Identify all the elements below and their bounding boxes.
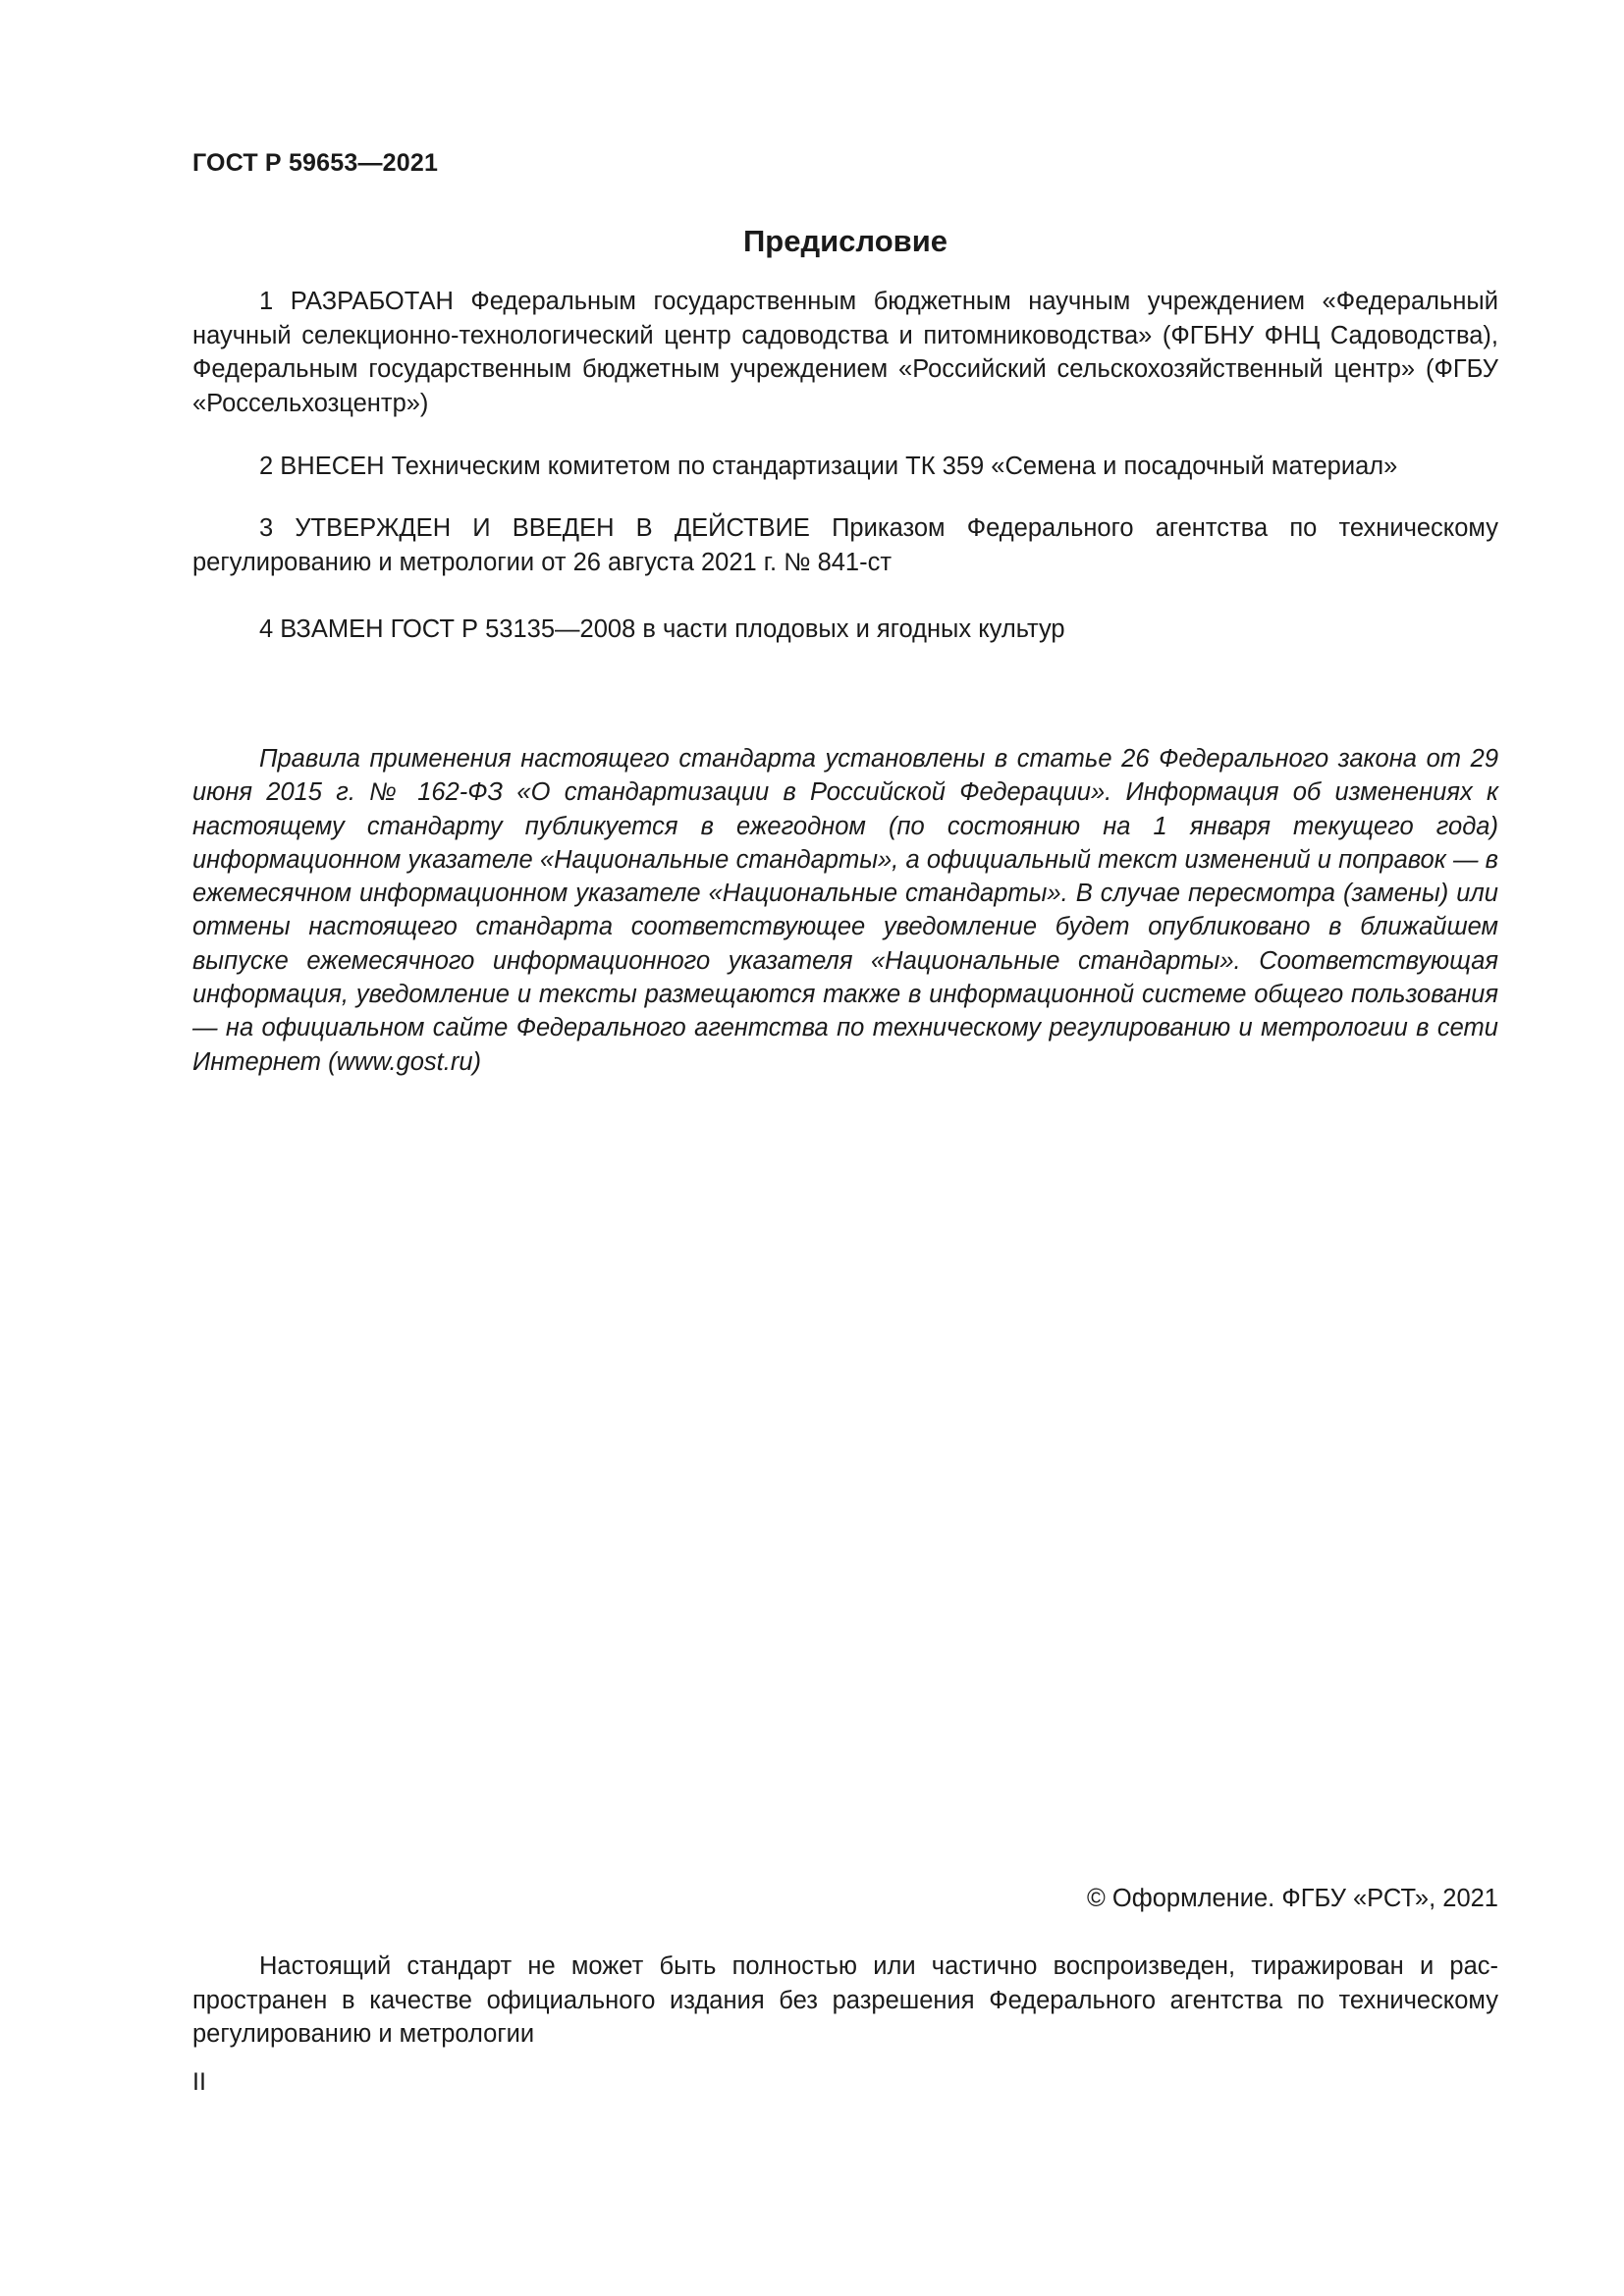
preface-item-replaces: 4 ВЗАМЕН ГОСТ Р 53135—2008 в части плодовых и ягодных культур bbox=[259, 615, 1065, 643]
page-number: II bbox=[192, 2068, 206, 2096]
preface-item-introduced: 2 ВНЕСЕН Техническим комитетом по стандартизации ТК 359 «Семена и посадочный материал» bbox=[259, 453, 1398, 480]
document-code: ГОСТ Р 59653—2021 bbox=[192, 149, 439, 177]
application-rules-paragraph: Правила применения настоящего стандарта установлены в статье 26 Федерального закона от 29 июня 2015 г. № 162-ФЗ «О стандартизации в Российской Федерации». Информация об изменениях к настоящему стандарту публикуется в ежегодном (по состоянию на 1 января текущего года) информационном указателе «Национальные стандарты», а официальный текст изменений и поправок — в ежемесячном информационном указателе «Национальные стандарты». В случае пересмотра (замены) или отмены настоящего стандарта соответствующее уведомление будет опубликовано в ближайшем выпуске ежемесячного информационного указателя «Национальные стандарты». Соответствующая информация, уведомление и тексты размещаются также в информационной системе общего пользования — на официальном сайте Федерального агентства по техническому регулированию и метрологии в сети Интернет (www.gost.ru) bbox=[192, 745, 1498, 1076]
preface-item-approved: 3 УТВЕРЖДЕН И ВВЕДЕН В ДЕЙСТВИЕ Приказом Федерального агентства по техническому регулированию и метрологии от 26 августа 2021 г. № 841-ст bbox=[192, 514, 1498, 576]
reproduction-notice: Настоящий стандарт не может быть полностью или частично воспроизведен, тиражирован и распространен в качестве официального издания без разрешения Федерального агентства по техническому регулированию и метрологии bbox=[192, 1952, 1498, 2048]
preface-item-developed: 1 РАЗРАБОТАН Федеральным государственным бюджетным научным учреждением «Федеральный научный селекционно-технологический центр садоводства и питомниководства» (ФГБНУ ФНЦ Садоводства), Федеральным государственным бюджетным учреждением «Российский сельскохозяйственный центр» (ФГБУ «Россельхозцентр») bbox=[192, 288, 1498, 417]
preface-title: Предисловие bbox=[742, 224, 947, 258]
copyright-line: © Оформление. ФГБУ «РСТ», 2021 bbox=[1087, 1885, 1498, 1912]
